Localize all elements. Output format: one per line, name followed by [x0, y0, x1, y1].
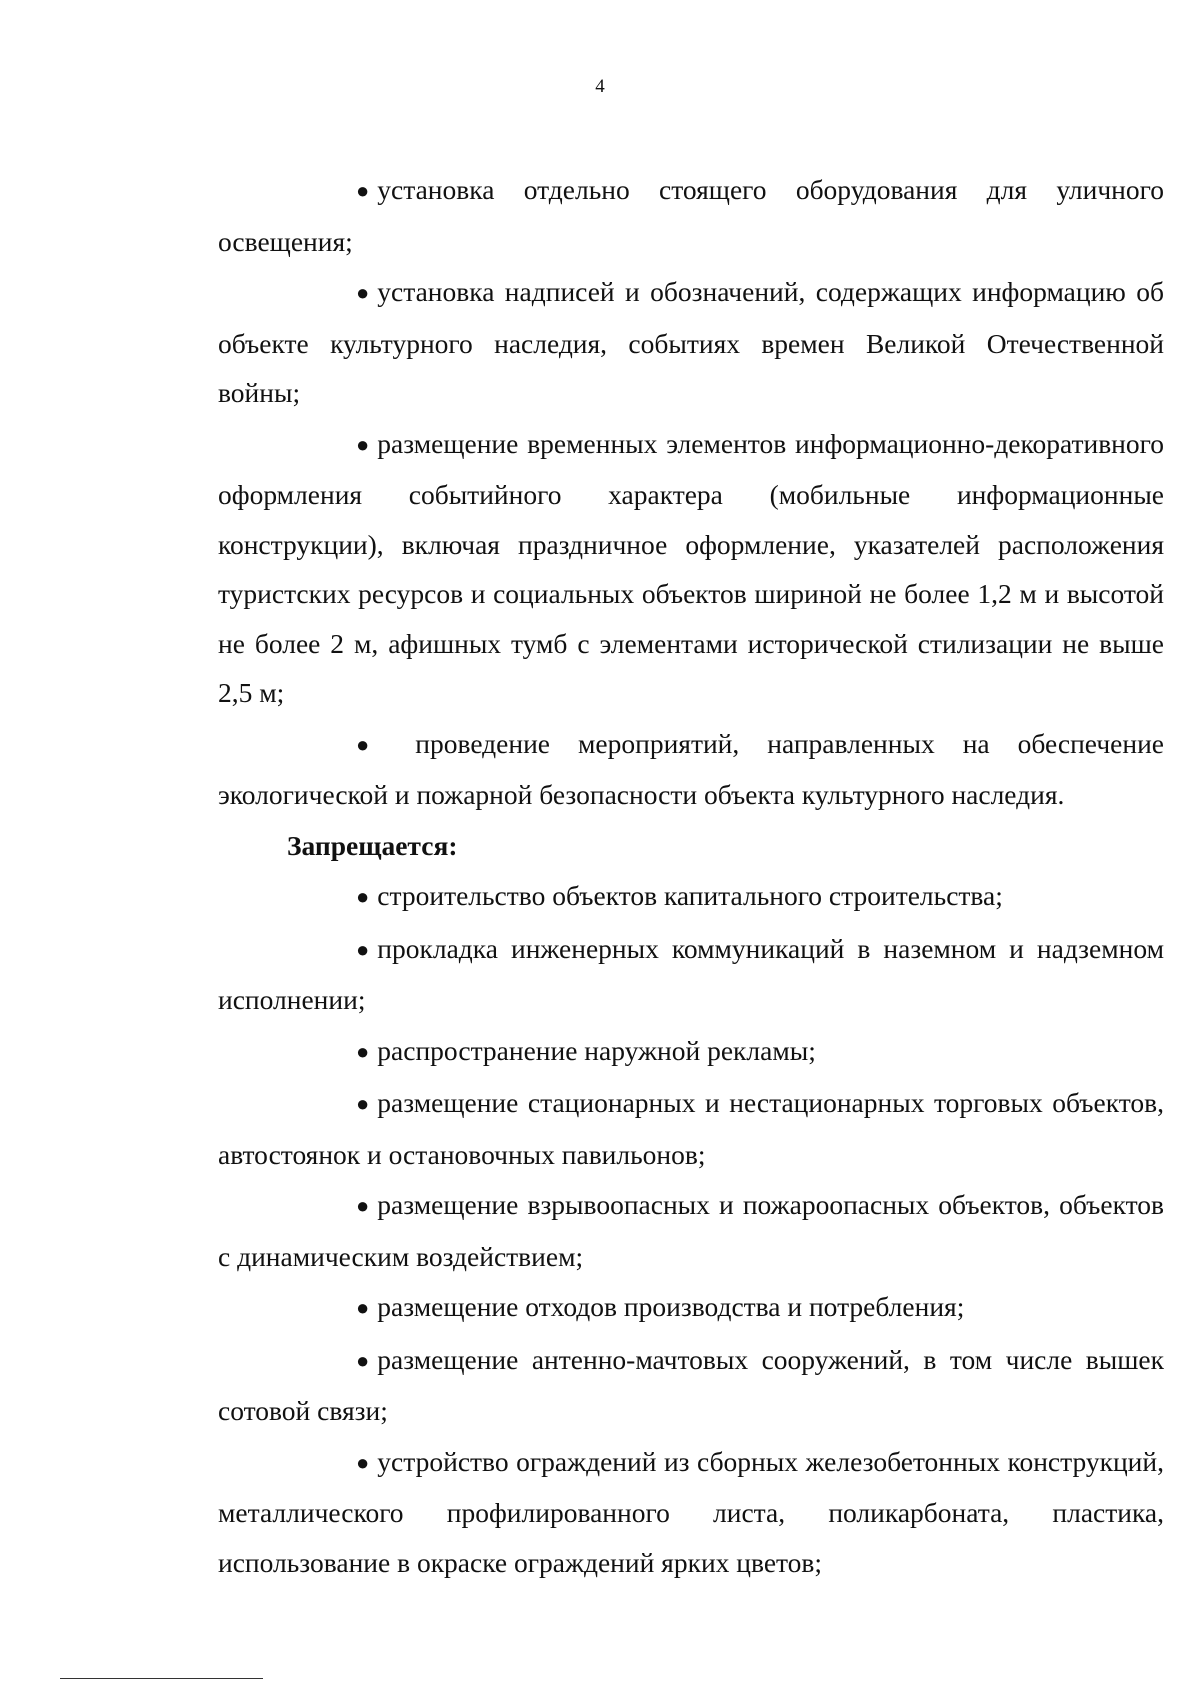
- list-item-text: размещение стационарных и нестационарных торговых объектов, автостоянок и остановочных павильонов;: [218, 1087, 1164, 1170]
- list-item-text: размещение временных элементов информационно-декоративного оформления событийного характера (мобильные информационные конструкции), включая праздничное оформление, указателей расположения туристских ресурсов и социальных объектов шириной не более 1,2 м и высотой не более 2 м, афишных тумб с элементами исторической стилизации не выше 2,5 м;: [218, 427, 1164, 708]
- list-item-text: размещение антенно-мачтовых сооружений, в том числе вышек сотовой связи;: [218, 1343, 1164, 1426]
- list-item: [218, 1437, 1164, 1588]
- list-item-text: проведение мероприятий, направленных на обеспечение экологической и пожарной безопасности объекта культурного наследия.: [218, 727, 1164, 810]
- bullet-icon: ●: [356, 936, 370, 962]
- list-item: [218, 1026, 1164, 1078]
- bullet-icon: ●: [356, 1038, 370, 1064]
- list-item: [218, 165, 1164, 266]
- bullet-icon: ●: [356, 280, 370, 305]
- list-item-text: установка отдельно стоящего оборудования для уличного освещения;: [218, 174, 1164, 257]
- bullet-icon: ●: [356, 884, 370, 909]
- list-item-text: размещение отходов производства и потребления;: [377, 1291, 965, 1322]
- bullet-icon: ●: [356, 178, 370, 203]
- bullet-icon: ●: [356, 1347, 370, 1373]
- list-item: [218, 719, 1164, 820]
- list-item: [218, 267, 1164, 418]
- list-item: [218, 1335, 1164, 1436]
- list-item: [218, 1180, 1164, 1281]
- list-item: [218, 419, 1164, 718]
- list-item: [218, 1282, 1164, 1334]
- bullet-icon: ●: [356, 431, 370, 457]
- list-item-text: прокладка инженерных коммуникаций в наземном и надземном исполнении;: [218, 932, 1164, 1015]
- list-item-text: строительство объектов капитального строительства;: [377, 880, 1003, 911]
- list-item: [218, 871, 1164, 923]
- bullet-icon: ●: [356, 1449, 370, 1475]
- list-item-text: размещение взрывоопасных и пожароопасных объектов, объектов с динамическим воздействием;: [218, 1189, 1164, 1272]
- document-body: [218, 165, 1164, 1588]
- list-item: [218, 1078, 1164, 1179]
- bullet-icon: ●: [356, 1193, 370, 1218]
- section-heading: Запрещается:: [287, 829, 458, 861]
- page-number: 4: [595, 76, 605, 97]
- bullet-icon: ●: [356, 731, 370, 757]
- bullet-icon: ●: [356, 1295, 370, 1320]
- list-item: [218, 924, 1164, 1025]
- list-item-text: распространение наружной рекламы;: [377, 1034, 816, 1066]
- footer-divider: [60, 1678, 263, 1679]
- list-item-text: установка надписей и обозначений, содержащих информацию об объекте культурного наследия, событиях времен Великой Отечественной войны;: [218, 276, 1164, 408]
- bullet-icon: ●: [356, 1091, 370, 1116]
- list-item-text: устройство ограждений из сборных железобетонных конструкций, металлического профилированного листа, поликарбоната, пластика, использование в окраске ограждений ярких цветов;: [218, 1445, 1164, 1578]
